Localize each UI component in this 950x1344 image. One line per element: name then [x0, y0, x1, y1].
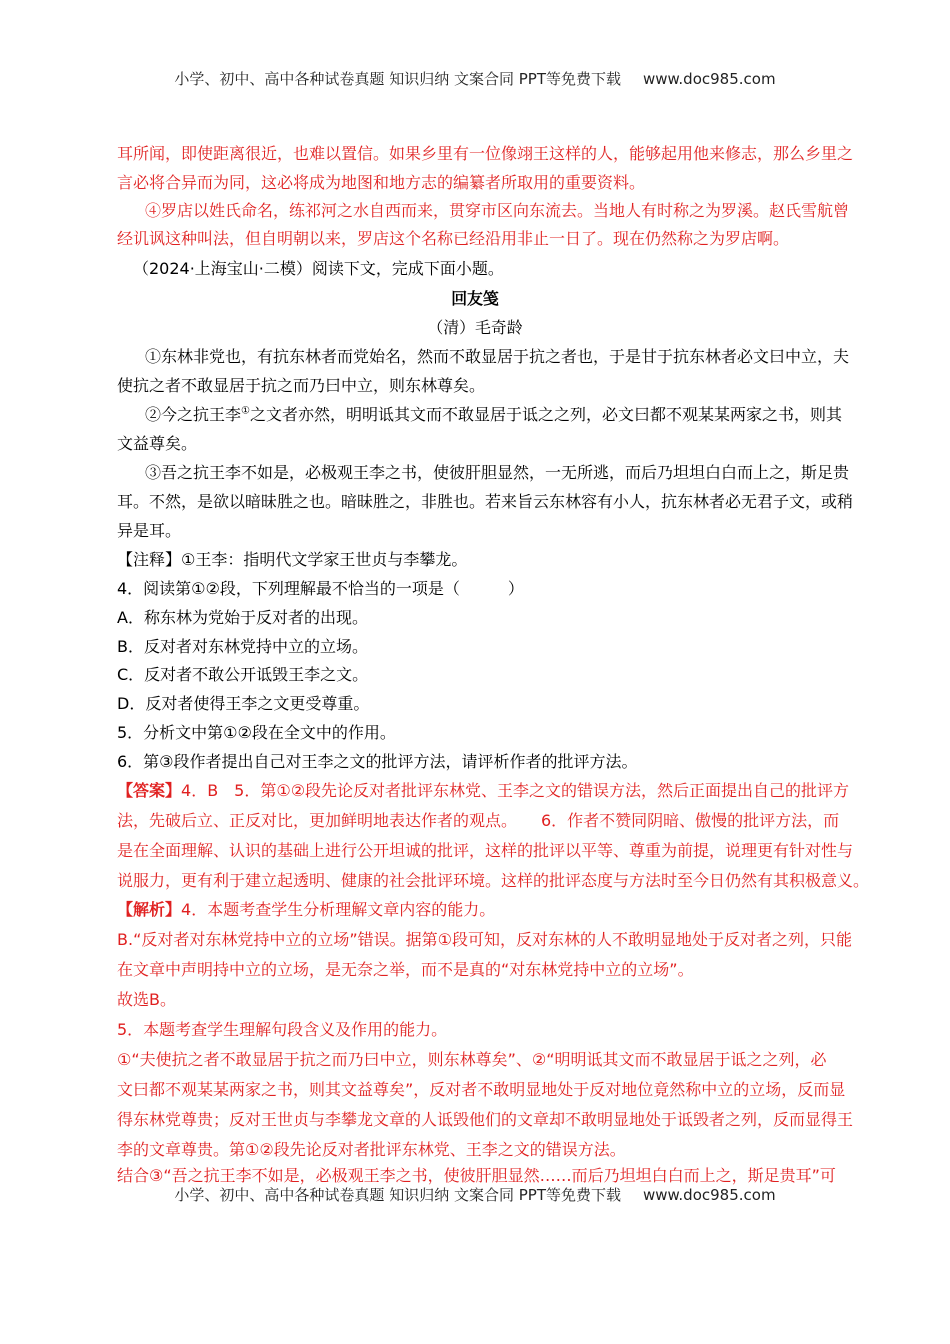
question-intro: （2024·上海宝山·二模）阅读下文，完成下面小题。 — [133, 259, 504, 278]
passage-title: 回友笺 — [451, 289, 499, 308]
passage-line: 异是耳。 — [117, 521, 182, 540]
header-url[interactable]: www.doc985.com — [642, 70, 776, 88]
question-6: 6．第③段作者提出自己对王李之文的批评方法，请评析作者的批评方法。 — [117, 752, 638, 771]
passage-line-part: 之文者亦然，明明诋其文而不敢显居于诋之之列，必文曰都不观某某两家之书，则其 — [249, 405, 842, 424]
answer-label: 【答案】 — [117, 781, 182, 800]
answer-line: 说服力，更有利于建立起透明、健康的社会批评环境。这样的批评态度与方法时至今日仍然有其积极意义。 — [117, 871, 870, 890]
option-c: C．反对者不敢公开诋毁王李之文。 — [117, 665, 369, 684]
header-text: 小学、初中、高中各种试卷真题 知识归纳 文案合同 PPT等免费下载 — [174, 70, 621, 88]
analysis-line: 5．本题考查学生理解句段含义及作用的能力。 — [117, 1020, 448, 1039]
footer-text: 小学、初中、高中各种试卷真题 知识归纳 文案合同 PPT等免费下载 — [174, 1186, 621, 1204]
option-a: A．称东林为党始于反对者的出现。 — [117, 608, 368, 627]
passage-line: ①东林非党也，有抗东林者而党始名，然而不敢显居于抗之者也，于是甘于抗东林者必文曰中立，夫 — [145, 347, 850, 366]
analysis-line: 故选B。 — [117, 990, 176, 1009]
answer-text: 4．B 5．第①②段先论反对者批评东林党、王李之文的错误方法，然后正面提出自己的批评方 — [181, 781, 850, 800]
passage-line: 耳。不然，是欲以暗昧胜之也。暗昧胜之，非胜也。若来旨云东林容有小人，抗东林者必无君子文，或稍 — [117, 492, 854, 511]
option-b: B．反对者对东林党持中立的立场。 — [117, 637, 368, 656]
passage-line: ③吾之抗王李不如是，必极观王李之书，使彼肝胆显然，一无所逃，而后乃坦坦白白而上之，斯足贵 — [145, 463, 850, 482]
analysis-text: 4．本题考查学生分析理解文章内容的能力。 — [181, 900, 496, 919]
translation-line: 经讥讽这种叫法，但自明朝以来，罗店这个名称已经沿用非止一日了。现在仍然称之为罗店啊。 — [117, 229, 790, 248]
passage-line-2 — [145, 405, 842, 425]
option-d: D．反对者使得王李之文更受尊重。 — [117, 694, 370, 713]
answer-line: 法，先破后立、正反对比，更加鲜明地表达作者的观点。 6．作者不赞同阴暗、傲慢的批评方法，而 — [117, 811, 840, 830]
answer-line-1 — [117, 781, 849, 801]
analysis-line: 得东林党尊贵；反对王世贞与李攀龙文章的人诋毁他们的文章却不敢明显地处于诋毁者之列，反而显得王 — [117, 1110, 854, 1129]
question-4: 4．阅读第①②段，下列理解最不恰当的一项是（ ） — [117, 579, 524, 598]
page-footer — [0, 1184, 950, 1205]
footnote-marker: ① — [241, 405, 250, 417]
analysis-line: 在文章中声明持中立的立场，是无奈之举，而不是真的“对东林党持中立的立场”。 — [117, 960, 694, 979]
analysis-line-1 — [117, 900, 495, 920]
analysis-label: 【解析】 — [117, 900, 182, 919]
translation-line: ④罗店以姓氏命名，练祁河之水自西而来，贯穿市区向东流去。当地人有时称之为罗溪。赵氏雪航曾 — [145, 201, 850, 220]
answer-line: 是在全面理解、认识的基础上进行公开坦诚的批评，这样的批评以平等、尊重为前提，说理更有针对性与 — [117, 841, 854, 860]
footer-url[interactable]: www.doc985.com — [642, 1186, 776, 1204]
page-header — [0, 68, 950, 89]
translation-line: 耳所闻，即使距离很近，也难以置信。如果乡里有一位像翊王这样的人，能够起用他来修志，那么乡里之 — [117, 144, 854, 163]
passage-line: 使抗之者不敢显居于抗之而乃曰中立，则东林尊矣。 — [117, 376, 486, 395]
question-5: 5．分析文中第①②段在全文中的作用。 — [117, 723, 396, 742]
passage-author: （清）毛奇龄 — [427, 318, 523, 337]
analysis-line: 文曰都不观某某两家之书，则其文益尊矣”，反对者不敢明显地处于反对地位竟然称中立的立场，反而显 — [117, 1080, 846, 1099]
analysis-line: 李的文章尊贵。第①②段先论反对者批评东林党、王李之文的错误方法。 — [117, 1140, 626, 1159]
analysis-line: ①“夫使抗之者不敢显居于抗之而乃曰中立，则东林尊矣”、②“明明诋其文而不敢显居于诋之之列，必 — [117, 1050, 827, 1069]
passage-note: 【注释】①王李：指明代文学家王世贞与李攀龙。 — [117, 550, 468, 569]
translation-line: 言必将合异而为同，这必将成为地图和地方志的编纂者所取用的重要资料。 — [117, 173, 646, 192]
passage-line-part: ②今之抗王李 — [145, 405, 242, 424]
analysis-line: 结合③“吾之抗王李不如是，必极观王李之书，使彼肝胆显然……而后乃坦坦白白而上之，斯足贵耳”可 — [117, 1166, 836, 1185]
passage-line: 文益尊矣。 — [117, 434, 198, 453]
analysis-line: B.“反对者对东林党持中立的立场”错误。据第①段可知，反对东林的人不敢明显地处于反对者之列，只能 — [117, 930, 852, 949]
